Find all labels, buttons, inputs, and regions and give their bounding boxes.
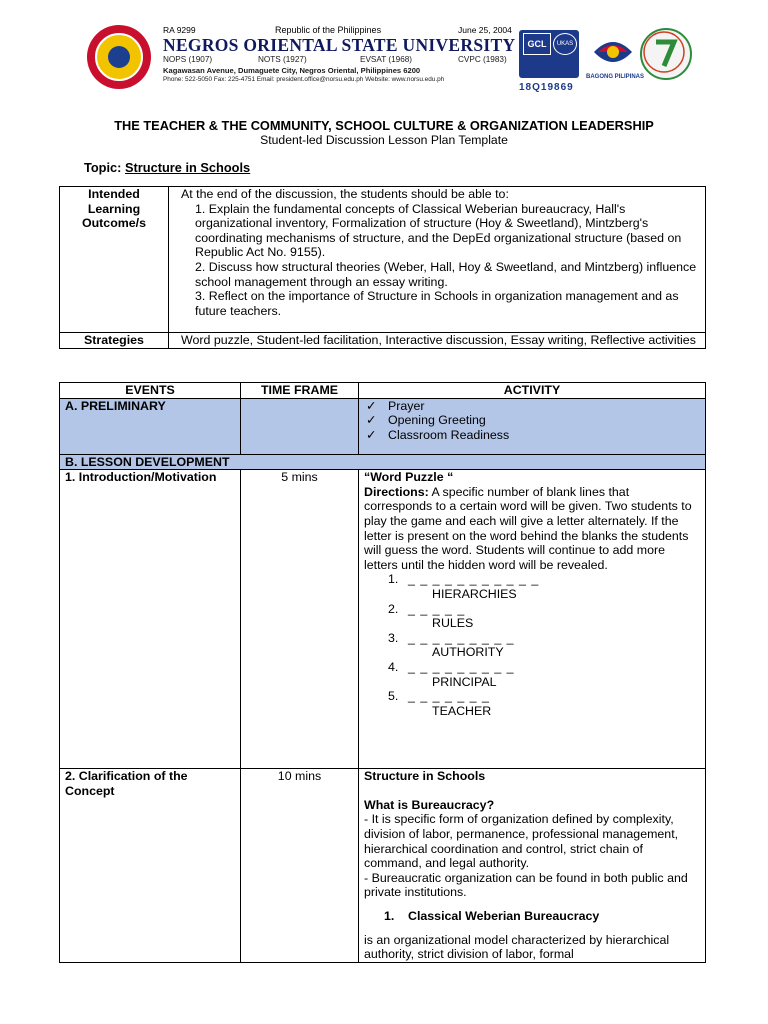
ilo-label: Intended Learning Outcome/s bbox=[60, 187, 169, 333]
ilo-item: 2. Discuss how structural theories (Weber, Hall, Hoy & Sweetland, and Mintzberg) influence school management through an essay writing. bbox=[195, 259, 697, 289]
siete-logo bbox=[640, 28, 692, 80]
document-subtitle: Student-led Discussion Lesson Plan Template bbox=[260, 133, 508, 147]
ilo-row bbox=[60, 187, 706, 333]
topic-value: Structure in Schools bbox=[125, 160, 251, 175]
strategies-value: Word puzzle, Student-led facilitation, Interactive discussion, Essay writing, Reflective activities bbox=[169, 333, 706, 349]
intro-activity bbox=[359, 470, 706, 769]
strategies-row bbox=[60, 333, 706, 349]
checklist-item: ✓ Prayer bbox=[366, 398, 425, 413]
puzzle-item: 5. _ _ _ _ _ _ _ TEACHER bbox=[388, 689, 492, 718]
checklist-item: ✓ Opening Greeting bbox=[366, 413, 486, 428]
word-puzzle-title: “Word Puzzle “ bbox=[364, 470, 454, 485]
events-table bbox=[59, 382, 706, 963]
lesson-development-row bbox=[60, 454, 706, 470]
nots-text: NOTS (1927) bbox=[258, 55, 307, 64]
puzzle-item: 4. _ _ _ _ _ _ _ _ _ PRINCIPAL bbox=[388, 659, 515, 689]
clarification-row bbox=[60, 769, 706, 963]
weberian-heading: 1. Classical Weberian Bureaucracy bbox=[384, 908, 600, 923]
ilo-item: 3. Reflect on the importance of Structure in Schools in organization management and as future teachers. bbox=[195, 289, 679, 318]
strategies-label: Strategies bbox=[60, 333, 169, 349]
events-header-row bbox=[60, 383, 706, 399]
document-title: THE TEACHER & THE COMMUNITY, SCHOOL CULTURE & ORGANIZATION LEADERSHIP bbox=[114, 118, 654, 133]
header-activity: ACTIVITY bbox=[359, 383, 706, 399]
intro-row bbox=[60, 470, 706, 769]
intro-time: 5 mins bbox=[241, 470, 359, 769]
bagong-pilipinas-text: BAGONG PILIPINAS bbox=[586, 74, 645, 80]
outcomes-table bbox=[59, 186, 706, 349]
ilo-intro: At the end of the discussion, the students should be able to: bbox=[181, 187, 509, 201]
directions-text: Directions: A specific number of blank lines that corresponds to a certain word will be given. Two students to play the game and each will give a letter alternately. If the letter is present on the word behind the blanks the students will guess the word. Students will continue to add more letters until the hidden word will be revealed. bbox=[364, 484, 692, 572]
contact-line: Phone: 522-5050 Fax: 225-4751 Email: president.office@norsu.edu.ph Website: www.norsu.edu.ph bbox=[163, 76, 445, 83]
clarification-activity bbox=[359, 769, 706, 963]
preliminary-activity bbox=[359, 398, 706, 454]
nops-text: NOPS (1907) bbox=[163, 55, 213, 64]
check-icon: ✓ bbox=[366, 413, 377, 428]
topic-label: Topic: bbox=[84, 160, 122, 175]
check-icon: ✓ bbox=[366, 427, 377, 442]
university-name: NEGROS ORIENTAL STATE UNIVERSITY bbox=[163, 35, 516, 55]
weberian-description: is an organizational model characterized by hierarchical authority, strict division of labor, formal bbox=[364, 932, 670, 962]
puzzle-item: 1. _ _ _ _ _ _ _ _ _ _ _ HIERARCHIES bbox=[388, 572, 540, 601]
bureaucracy-note: - Bureaucratic organization can be found in both public and private institutions. bbox=[364, 870, 688, 900]
header-events: EVENTS bbox=[60, 383, 241, 399]
university-seal-logo bbox=[87, 25, 151, 89]
puzzle-item: 3. _ _ _ _ _ _ _ _ _ AUTHORITY bbox=[388, 630, 515, 660]
lesson-development-label: B. LESSON DEVELOPMENT bbox=[60, 454, 706, 470]
preliminary-label: A. PRELIMINARY bbox=[60, 398, 241, 454]
clarification-time: 10 mins bbox=[241, 769, 359, 963]
evsat-text: EVSAT (1968) bbox=[360, 55, 413, 64]
topic-line bbox=[84, 160, 250, 175]
puzzle-list bbox=[364, 572, 700, 718]
preliminary-time bbox=[241, 398, 359, 454]
cvpc-text: CVPC (1983) bbox=[458, 55, 507, 64]
address-line: Kagawasan Avenue, Dumaguete City, Negros Oriental, Philippines 6200 bbox=[163, 66, 421, 75]
structure-heading: Structure in Schools bbox=[364, 769, 486, 784]
header-time-frame: TIME FRAME bbox=[241, 383, 359, 399]
ukas-label: UKAS bbox=[553, 33, 577, 55]
bureaucracy-definition: - It is specific form of organization defined by complexity, division of labor, permanence, professional management, hierarchical coordination and control, strict chain of command, and legal authority. bbox=[364, 812, 679, 871]
ilo-content bbox=[169, 187, 706, 333]
bureaucracy-question: What is Bureaucracy? bbox=[364, 797, 495, 812]
bagong-pilipinas-logo bbox=[590, 30, 636, 74]
charter-date: June 25, 2004 bbox=[458, 25, 512, 35]
preliminary-row bbox=[60, 398, 706, 454]
check-icon: ✓ bbox=[366, 398, 377, 413]
cert-number: 18Q19869 bbox=[519, 82, 574, 93]
ilo-item: 1. Explain the fundamental concepts of Classical Weberian bureaucracy, Hall's organizational inventory, Formalization of structure (Hoy & Sweetland), Mintzberg's coordinating mechanisms of structure, and the DepEd organizational structure (based on Republic Act No. 9155). bbox=[195, 201, 682, 260]
puzzle-item: 2. _ _ _ _ _ RULES bbox=[388, 601, 474, 631]
ra-number: RA 9299 bbox=[163, 25, 196, 35]
clarification-label: 2. Clarification of the Concept bbox=[60, 769, 241, 963]
republic-text: Republic of the Philippines bbox=[275, 25, 382, 35]
gcl-label: GCL bbox=[523, 33, 551, 55]
intro-label: 1. Introduction/Motivation bbox=[60, 470, 241, 769]
checklist-item: ✓ Classroom Readiness bbox=[366, 427, 510, 442]
